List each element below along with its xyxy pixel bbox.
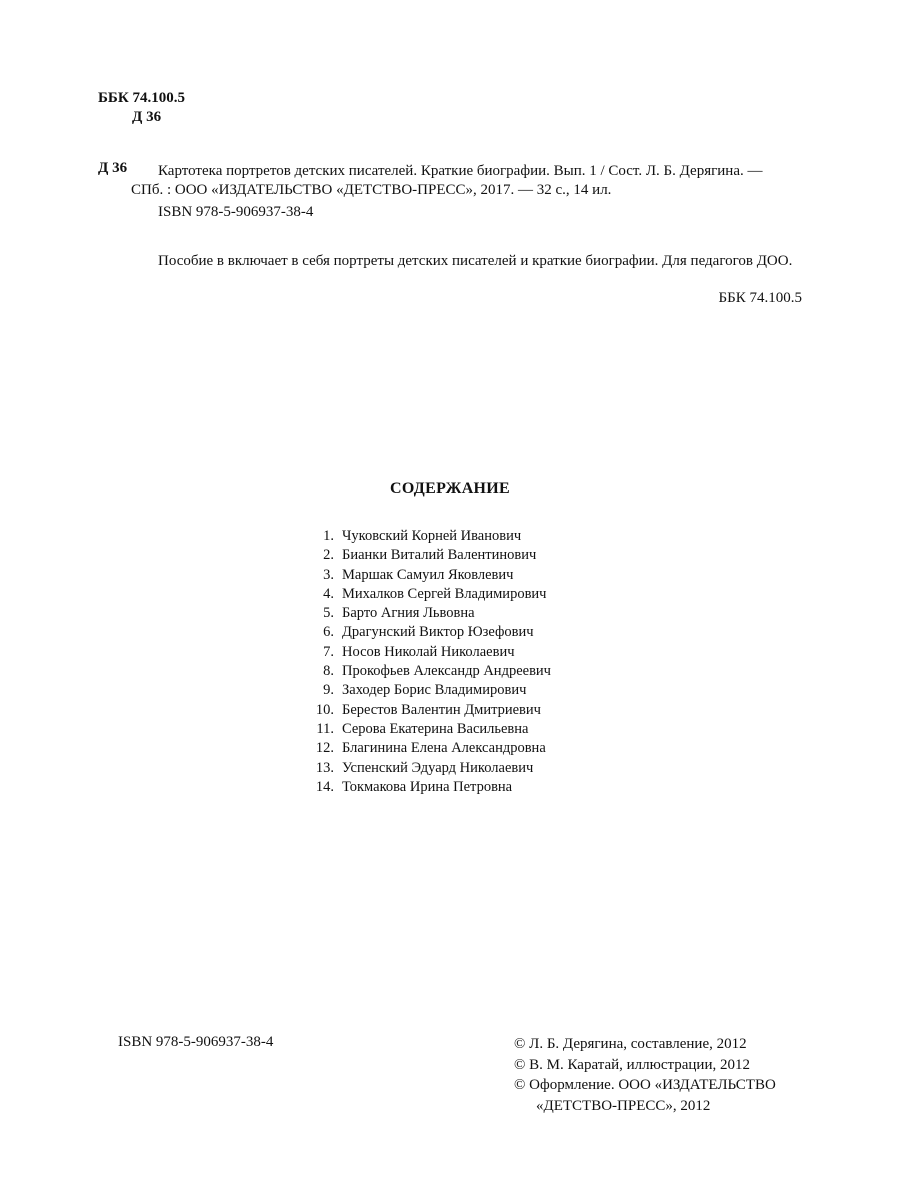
contents-item-number: 6. (323, 624, 334, 641)
contents-item-name: Прокофьев Александр Андреевич (342, 663, 551, 680)
contents-item (300, 702, 720, 721)
contents-list (300, 528, 720, 798)
contents-item (300, 682, 720, 701)
contents-item-name: Барто Агния Львовна (342, 605, 475, 622)
contents-item (300, 779, 720, 798)
contents-item (300, 528, 720, 547)
contents-item (300, 644, 720, 663)
contents-item-number: 13. (315, 759, 334, 776)
contents-item-number: 12. (315, 740, 334, 757)
contents-item-name: Берестов Валентин Дмитриевич (342, 701, 541, 718)
contents-item-name: Успенский Эдуард Николаевич (342, 759, 534, 776)
contents-item-name: Заходер Борис Владимирович (342, 682, 527, 699)
contents-item (300, 547, 720, 566)
contents-item-name: Драгунский Виктор Юзефович (342, 624, 534, 641)
contents-item-name: Чуковский Корней Иванович (342, 528, 522, 544)
contents-title: СОДЕРЖАНИЕ (389, 480, 511, 497)
copyright-line: © В. М. Каратай, иллюстрации, 2012 (514, 1056, 750, 1073)
contents-item-number: 11. (316, 720, 334, 737)
catalog-isbn: ISBN 978-5-906937-38-4 (158, 204, 314, 220)
bbk-code: ББК 74.100.5 (98, 90, 185, 106)
contents-item-number: 9. (323, 682, 334, 699)
contents-item-name: Благинина Елена Александровна (342, 740, 546, 757)
catalog-author-mark: Д 36 (98, 160, 128, 176)
contents-item (300, 663, 720, 682)
catalog-description-line1: Картотека портретов детских писателей. Краткие биографии. Вып. 1 / Сост. Л. Б. Дерягина. — (158, 163, 763, 179)
contents-item-number: 2. (323, 547, 334, 564)
contents-item-number: 3. (323, 566, 334, 583)
contents-item-name: Носов Николай Николаевич (342, 643, 515, 660)
contents-item-number: 4. (323, 585, 334, 602)
contents-item-number: 14. (315, 778, 334, 795)
contents-item-number: 10. (315, 701, 334, 718)
copyright-line: © Л. Б. Дерягина, составление, 2012 (514, 1036, 747, 1052)
footer-isbn: ISBN 978-5-906937-38-4 (118, 1034, 274, 1050)
contents-item-number: 8. (323, 663, 334, 680)
contents-item (300, 721, 720, 740)
contents-item (300, 624, 720, 643)
contents-item (300, 586, 720, 605)
annotation-bbk: ББК 74.100.5 (718, 290, 802, 306)
copyright-block (514, 1034, 776, 1116)
contents-item-number: 7. (323, 643, 334, 660)
contents-item-name: Маршак Самуил Яковлевич (342, 566, 514, 583)
catalog-description-line2: СПб. : ООО «ИЗДАТЕЛЬСТВО «ДЕТСТВО-ПРЕСС», 2017. — 32 с., 14 ил. (131, 182, 612, 198)
contents-item-name: Токмакова Ирина Петровна (342, 778, 513, 795)
contents-item-number: 5. (323, 605, 334, 622)
contents-item (300, 567, 720, 586)
copyright-line: «ДЕТСТВО-ПРЕСС», 2012 (536, 1097, 711, 1114)
contents-item-number: 1. (323, 528, 334, 544)
annotation-text: Пособие в включает в себя портреты детских писателей и краткие биографии. Для педагогов ДОО. (158, 253, 793, 269)
author-mark: Д 36 (132, 109, 162, 125)
contents-item-name: Бианки Виталий Валентинович (342, 547, 537, 564)
contents-item-name: Михалков Сергей Владимирович (342, 585, 547, 602)
contents-item (300, 605, 720, 624)
copyright-line: © Оформление. ООО «ИЗДАТЕЛЬСТВО (514, 1077, 776, 1093)
contents-item (300, 740, 720, 759)
contents-item (300, 760, 720, 779)
contents-item-name: Серова Екатерина Васильевна (342, 720, 529, 737)
